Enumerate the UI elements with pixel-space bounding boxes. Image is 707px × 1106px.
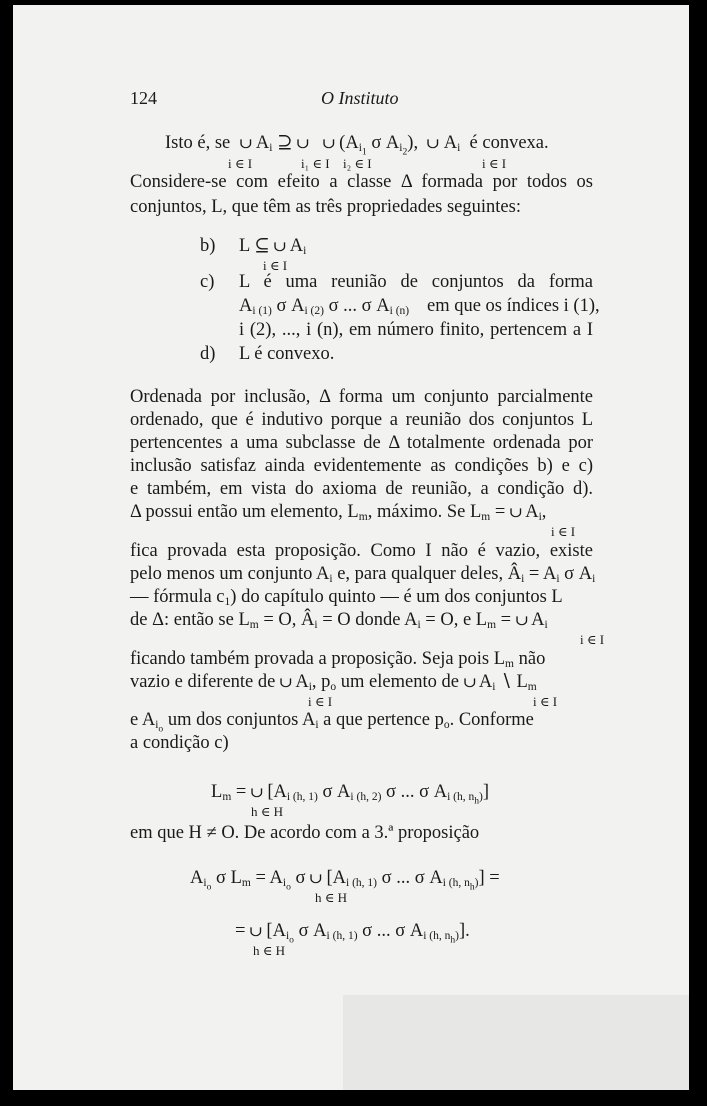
para2-text-g: não: [518, 649, 546, 669]
para1-text-a: Δ possui então um elemento, L: [130, 502, 359, 522]
para2-line-7: e $A_{i_o}$ um dos conjuntos $A_i$ a que pertence $p_o$. Conforme: [130, 710, 534, 735]
para2-text-a: pelo menos um conjunto A: [130, 564, 330, 584]
equation-3: = ∪ [$A_{i_o}$ σ $A_{i (h, 1)}$ σ ... σ $A_{i (h, n_h)}$].: [235, 921, 470, 946]
condition-c-label: c): [200, 272, 215, 292]
index-i-in-I: i ∈ I: [263, 258, 288, 273]
intro-line-1: Isto é, se ∪ $A_i$ ⊇ ∪ ∪ ($A_{i_1}$ σ $A_{i_2}$), ∪ $A_i$ é convexa.: [165, 133, 549, 158]
condition-c-line-3: i (2), ..., i (n), em número finito, pertencem a I: [239, 320, 593, 340]
para1-line-3: pertencentes a uma subclasse de Δ totalmente ordenada por: [130, 433, 593, 453]
para1-line-1: Ordenada por inclusão, Δ forma um conjunto parcialmente: [130, 387, 593, 407]
para2-text-d: ) do capítulo quinto — é um dos conjuntos L: [230, 587, 563, 607]
condition-d-label: d): [200, 344, 216, 364]
intro-line-2: Considere-se com efeito a classe Δ formada por todos os: [130, 172, 593, 192]
para1-text-b: máximo. Se L: [376, 502, 482, 522]
intro-tail: é convexa.: [469, 133, 549, 153]
para2-text-e: de Δ: então se L: [130, 610, 250, 630]
index-i-in-I: i ∈ I: [533, 694, 558, 709]
para2-text-f: ficando também provada a proposição. Seja pois L: [130, 649, 506, 669]
para1-line-2: ordenado, que é indutivo porque a reunião dos conjuntos L: [130, 410, 593, 430]
bleed-through-shade: [343, 995, 689, 1090]
para2-text-b: e, para qualquer deles, Â: [337, 564, 522, 584]
para2-line-2: pelo menos um conjunto $A_i$ e, para qualquer deles, $Â_i = A_i$ σ $A_i$: [130, 564, 596, 585]
para2-line-8: a condição c): [130, 733, 229, 753]
para2-line-5: ficando também provada a proposição. Seja pois $L_m$ não: [130, 649, 546, 670]
index-i-in-I: i ∈ I: [551, 524, 576, 539]
index-i-in-I: i ∈ I: [482, 156, 507, 171]
index-h-in-H: h ∈ H: [251, 804, 284, 819]
condition-c-line-2: em que os índices i (1),: [427, 296, 600, 316]
page-number: 124: [130, 88, 157, 108]
index-i2-in-I: i₂ ∈ I: [343, 156, 372, 171]
after-equation-text: em que H ≠ O. De acordo com a 3.ª proposição: [130, 823, 480, 843]
condition-b-formula: L ⊆ ∪ $A_i$: [239, 236, 307, 257]
para2-line-4: de Δ: então se $L_m = O$, $Â_i = O$ donde $A_i = O$, e $L_m$ = ∪ $A_i$: [130, 610, 548, 631]
running-title: O Instituto: [321, 88, 399, 108]
index-h-in-H: h ∈ H: [315, 890, 348, 905]
condition-d-text: L é convexo.: [239, 344, 335, 364]
index-i-in-I: i ∈ I: [308, 694, 333, 709]
para2-text-c: — fórmula c: [130, 587, 225, 607]
para2-text-j: e A: [130, 710, 156, 730]
book-page: [13, 5, 689, 1090]
index-i-in-I: i ∈ I: [580, 632, 605, 647]
para1-line-4: inclusão satisfaz ainda evidentemente as condições b) e c): [130, 456, 593, 476]
para2-text-k: um dos conjuntos A: [167, 710, 316, 730]
index-i-in-I: i ∈ I: [228, 156, 253, 171]
equation-2: $A_{i_o}$ σ $L_m = A_{i_o}$ σ ∪ [$A_{i (h, 1)}$ σ ... σ $A_{i (h, n_h)}$] =: [190, 868, 500, 893]
condition-c-line-1: L é uma reunião de conjuntos da forma: [239, 272, 593, 292]
intro-line-3: conjuntos, L, que têm as três propriedades seguintes:: [130, 197, 521, 217]
condition-c-formula: $A_{i (1)}$ σ $A_{i (2)}$ σ ... σ $A_{i (n)}$: [239, 296, 410, 317]
para2-line-3: — fórmula $c_1$) do capítulo quinto — é um dos conjuntos L: [130, 587, 563, 608]
para2-text-l: a que pertence p: [323, 710, 444, 730]
condition-b-label: b): [200, 236, 216, 256]
index-h-in-H: h ∈ H: [253, 943, 286, 958]
para2-text-m: . Conforme: [449, 710, 534, 730]
index-i1-in-I: i₁ ∈ I: [301, 156, 330, 171]
para2-text-h: vazio e diferente de: [130, 672, 276, 692]
para2-line-1: fica provada esta proposição. Como I não é vazio, existe: [130, 541, 593, 561]
para2-text-i: um elemento de: [340, 672, 459, 692]
equation-1: $L_m$ = ∪ [$A_{i (h, 1)}$ σ $A_{i (h, 2)}$ σ ... σ $A_{i (h, n_h)}$]: [211, 782, 490, 807]
para2-line-6: vazio e diferente de ∪ $A_i$, $p_o$ um elemento de ∪ $A_i$ ∖ $L_m$: [130, 672, 537, 693]
para1-line-6: Δ possui então um elemento, $L_m$, máximo. Se $L_m$ = ∪ $A_i$,: [130, 502, 547, 523]
intro-lead: Isto é, se: [165, 133, 231, 153]
para1-line-5: e também, em vista do axioma de reunião, a condição d).: [130, 479, 593, 499]
